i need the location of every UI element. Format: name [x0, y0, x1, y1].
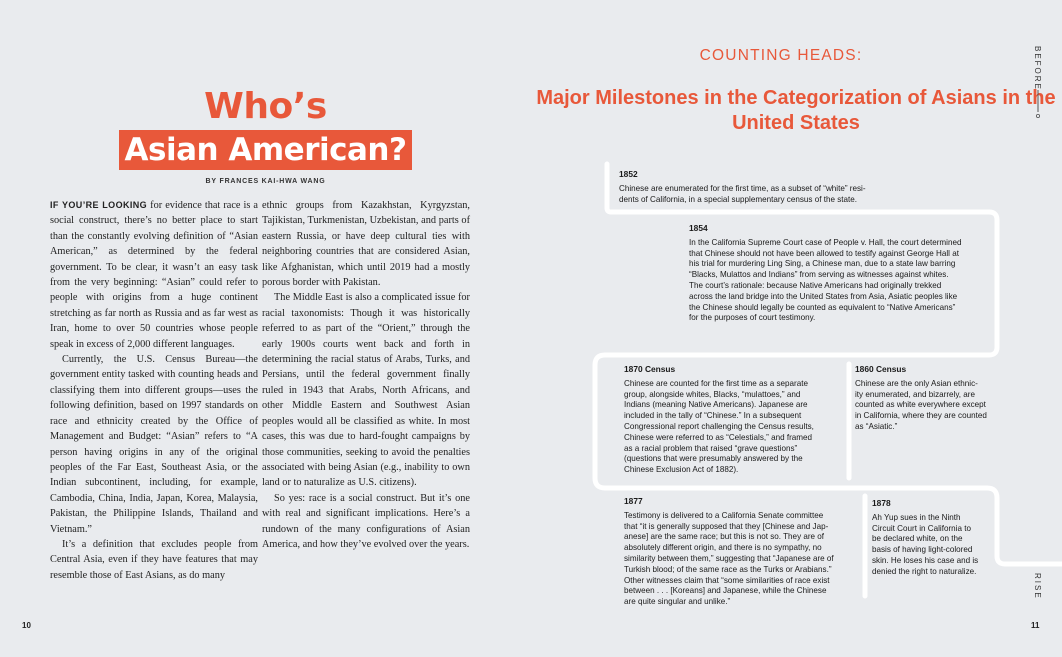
right-page: [531, 0, 1062, 657]
entry-text: Chinese are enumerated for the first time, as a subset of “white” resi- dents of California, in a special supplementary census of the state.: [619, 183, 866, 204]
timeline-entry-1854: [689, 223, 994, 324]
page-number-right: 11: [1031, 621, 1040, 630]
page-number-left: 10: [22, 621, 31, 630]
paragraph: Currently, the U.S. Census Bureau—the government entity tasked with counting heads and classifying them into different groups—uses the following definition, based on 1997 standards on race and ethnicity created by the Office of Management and Budget: “Asian” refers to “A person having origins in any of the original peoples of the Far East, Southeast Asia, or the Indian subcontinent, including, for example, Cambodia, China, India, Japan, Korea, Malaysia, Pakistan, the Philippine Islands, Thailand and Vietnam.”: [50, 354, 258, 535]
kicker: COUNTING HEADS:: [699, 47, 863, 64]
entry-year: 1854: [689, 223, 708, 233]
paragraph-text: for evidence that race is a social construct, there’s no better place to start than the constantly evolving definition of “Asian American,” as determined by the federal government. To be clear, it wasn’t an easy task from the very beginning: “Asian” could refer to people with origins from a huge continent stretching as far north as Russia and as far west as Iran, home to over 50 countries whose people speak in excess of 2,000 different languages.: [50, 200, 258, 350]
paragraph: The Middle East is also a complicated issue for racial taxonomists: Though it was historically referred to as part of the “Orient,” through the early 1900s courts went back and forth in determining the racial status of Arabs, Turks, and Persians, until the federal government finally ruled in 1943 that Arabs, North Africans, and other Middle Eastern and Southwest Asian peoples would all be classified as white. In most cases, this was due to hard-fought campaigns by those communities, seeking to avoid the penalties associated with being Asian (e.g., inability to own land or to naturalize as U.S. citizens).: [262, 292, 470, 489]
paragraph: So yes: race is a social construct. But it’s one with real and significant implications. Here’s a rundown of the many configurations of Asian America, and how they’ve evolved over the years.: [262, 492, 470, 550]
side-label-text: BEFORE: [1033, 46, 1042, 91]
entry-text: Chinese are the only Asian ethnic- ity enumerated, and bizarrely, are counted as white everywhere except in California, where they are counted as “Asiatic.”: [855, 378, 987, 431]
entry-text: In the California Supreme Court case of People v. Hall, the court determined that Chinese should not have been allowed to testify against George Hall at his trial for murdering Ling Sing, a Chinese man, due to a state law barring “Blacks, Mulattos and Indians” from serving as witnesses against whites. The court’s rationale: because Native Americans had originally trekked across the land bridge into the United States from Asia, Asiatic peoples like the Chinese should legally be counted as equivalent to “Native Americans” for the purposes of court testimony.: [689, 237, 962, 323]
entry-year: 1860 Census: [855, 364, 907, 374]
paragraph: [50, 198, 258, 352]
paragraph: ethnic groups from Kazakhstan, Kyrgyzstan, Tajikistan, Turkmenistan, Uzbekistan, and parts of eastern Russia, or have deep cultural ties with neighboring countries that are considered Asian, like Afghanistan, which until 2019 had a mostly porous border with Pakistan.: [262, 200, 470, 289]
entry-year: 1877: [624, 496, 643, 506]
entry-year: 1852: [619, 169, 638, 179]
entry-text: Chinese are counted for the first time as a separate group, alongside whites, Blacks, “mulattoes,” and Indians (meaning Native Americans). Japanese are included in the tally of “Chinese.” In a subsequent Congressional report challenging the Census results, Chinese were referred to as “Celestials,” and framed as a racial problem that raised “grave questions” (questions that were presumably answered by the Chinese Exclusion Act of 1882).: [624, 378, 814, 475]
timeline-entry-1878: [872, 498, 1002, 578]
timeline-entry-1877: [624, 496, 862, 608]
entry-text: Ah Yup sues in the Ninth Circuit Court in California to be declared white, on the basis of having light-colored skin. He loses his case and is denied the right to naturalize.: [872, 512, 979, 576]
lead-in: IF YOU’RE LOOKING: [50, 200, 148, 210]
article-title-line1: Who’s: [204, 86, 327, 127]
entry-year: 1878: [872, 498, 891, 508]
side-label-text: RISE: [1033, 573, 1042, 600]
article-title-line2: Asian American?: [119, 130, 413, 170]
entry-text: Testimony is delivered to a California Senate committee that “it is generally supposed that they [Chinese and Jap- anese] are the same race; but this is not so. They are of absolutely different origin, and there is no sympathy, no similarity between them,” suggesting that “Japanese are of Turkish blood; of the same race as the Turks or Arabians.” Other witnesses claim that “some similarities of race exist between . . . [Koreans] and Japanese, while the Chinese are quite singular and unlike.”: [624, 510, 834, 607]
paragraph: It’s a definition that excludes people from Central Asia, even if they have features that may resemble those of East Asians, as do many: [50, 538, 258, 581]
byline: BY FRANCES KAI-HWA WANG: [205, 178, 326, 185]
body-column-1: [50, 198, 258, 583]
timeline-entry-1852: [619, 169, 909, 205]
entry-year: 1870 Census: [624, 364, 676, 374]
milestones-title: Major Milestones in the Categorization of Asians in the United States: [536, 87, 1056, 134]
timeline-entry-1860: [855, 364, 1005, 433]
timeline-entry-1870: [624, 364, 839, 476]
body-column-2: [262, 198, 470, 552]
